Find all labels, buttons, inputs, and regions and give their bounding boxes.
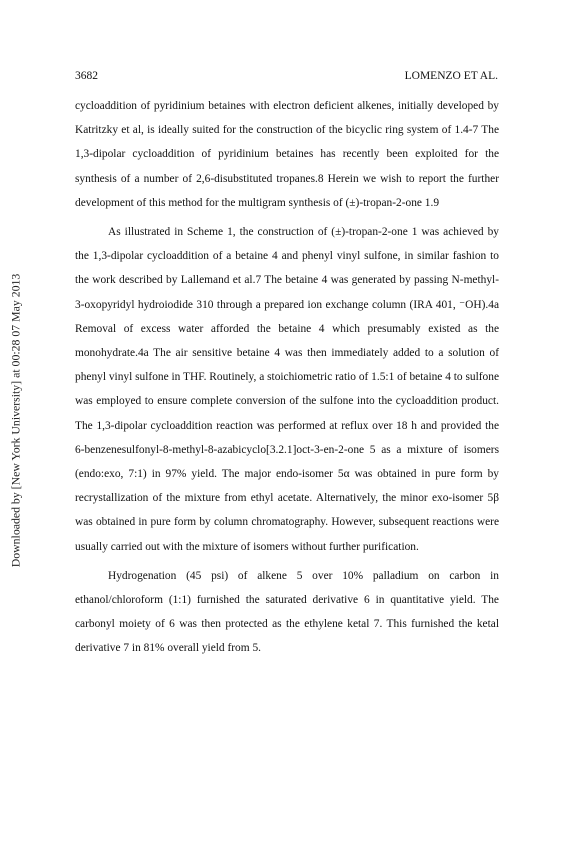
article-body <box>75 94 499 661</box>
paragraph-2: As illustrated in Scheme 1, the construction of (±)-tropan-2-one 1 was achieved by the 1,3-dipolar cycloaddition of a betaine 4 and phenyl vinyl sulfone, in similar fashion to the work described by Lallemand et al.7 The betaine 4 was generated by passing N-methyl-3-oxopyridyl hydroiodide 310 through a prepared ion exchange column (IRA 401, ⁻OH).4a Removal of excess water afforded the betaine 4 which presumably existed as the monohydrate.4a The air sensitive betaine 4 was then immediately added to a solution of phenyl vinyl sulfone in THF. Routinely, a stoichiometric ratio of 1.5:1 of betaine 4 to sulfone was employed to ensure complete conversion of the sulfone into the cycloaddition product. The 1,3-dipolar cycloaddition reaction was performed at reflux over 18 h and provided the 6-benzenesulfonyl-8-methyl-8-azabicyclo[3.2.1]oct-3-en-2-one 5 as a mixture of isomers (endo:exo, 7:1) in 97% yield. The major endo-isomer 5α was obtained in pure form by recrystallization of the mixture from ethyl acetate. Alternatively, the minor exo-isomer 5β was obtained in pure form by column chromatography. However, subsequent reactions were usually carried out with the mixture of isomers without further purification. <box>75 226 499 553</box>
paragraph-1: cycloaddition of pyridinium betaines with electron deficient alkenes, initially developed by Katritzky et al, is ideally suited for the construction of the bicyclic ring system of 1.4-7 The 1,3-dipolar cycloaddition of pyridinium betaines has recently been exploited for the synthesis of a number of 2,6-disubstituted tropanes.8 Herein we wish to report the further development of this method for the multigram synthesis of (±)-tropan-2-one 1.9 <box>75 100 499 209</box>
download-watermark <box>6 240 26 600</box>
paragraph-3: Hydrogenation (45 psi) of alkene 5 over 10% palladium on carbon in ethanol/chloroform (1:1) furnished the saturated derivative 6 in quantitative yield. The carbonyl moiety of 6 was then protected as the ethylene ketal 7. This furnished the ketal derivative 7 in 81% overall yield from 5. <box>75 569 499 655</box>
page-number: 3682 <box>75 70 98 82</box>
page-header <box>75 70 498 82</box>
running-title: LOMENZO ET AL. <box>404 70 498 82</box>
download-watermark-text: Downloaded by [New York University] at 00:28 07 May 2013 <box>8 273 23 567</box>
